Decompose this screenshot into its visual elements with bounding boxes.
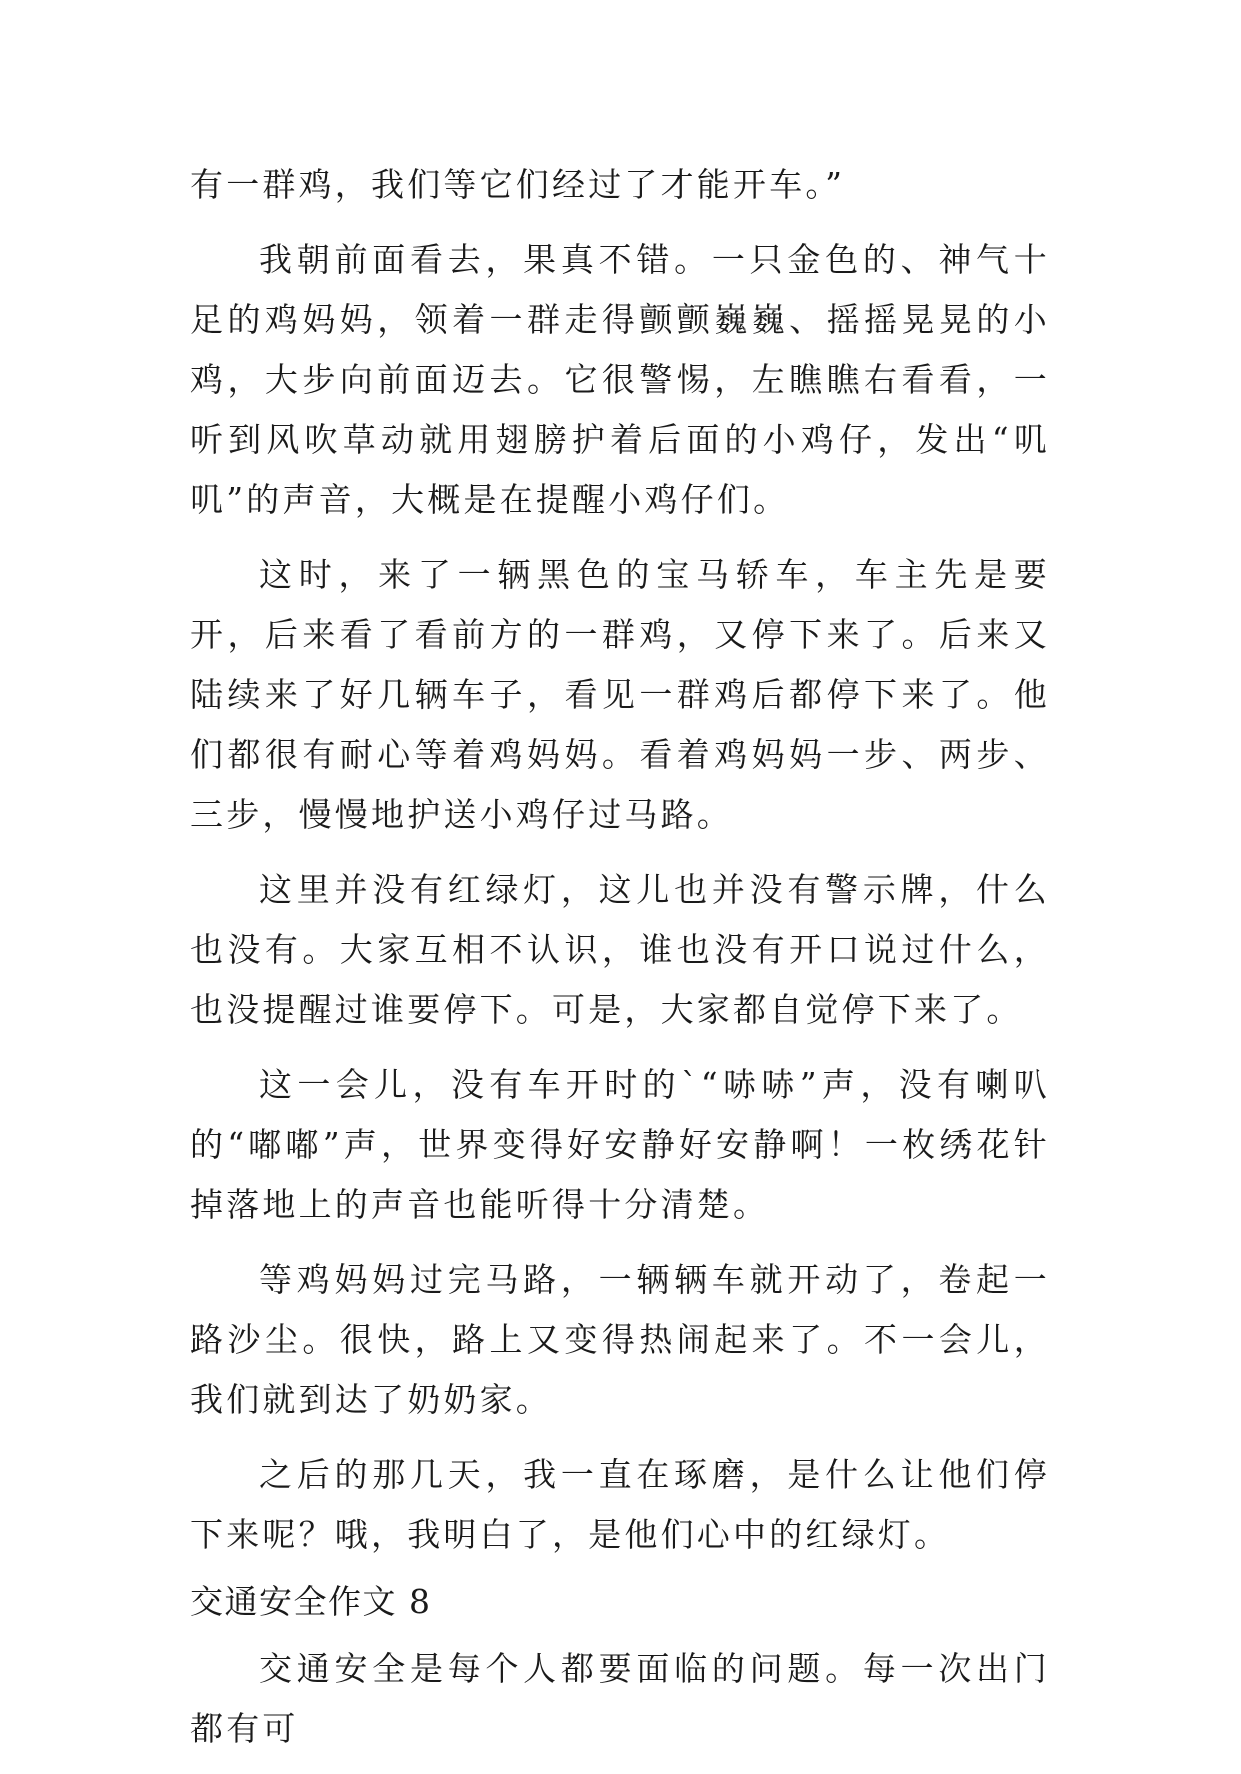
paragraph-conclusion: 之后的那几天，我一直在琢磨，是什么让他们停下来呢？哦，我明白了，是他们心中的红绿灯。 <box>190 1455 1050 1554</box>
paragraph-quiet-moment: 这一会儿，没有车开时的`“哧哧”声，没有喇叭的“嘟嘟”声，世界变得好安静好安静啊！一枚绣花针掉落地上的声音也能听得十分清楚。 <box>190 1065 1050 1224</box>
paragraph-hen-description: 我朝前面看去，果真不错。一只金色的、神气十足的鸡妈妈，领着一群走得颤颤巍巍、摇摇晃晃的小鸡，大步向前面迈去。它很警惕，左瞧瞧右看看，一听到风吹草动就用翅膀护着后面的小鸡仔，发出“叽叽”的声音，大概是在提醒小鸡仔们。 <box>190 240 1050 519</box>
paragraph-continuation: 有一群鸡，我们等它们经过了才能开车。” <box>190 165 846 204</box>
paragraph-cars-stop: 这时，来了一辆黑色的宝马轿车，车主先是要开，后来看了看前方的一群鸡，又停下来了。后来又陆续来了好几辆车子，看见一群鸡后都停下来了。他们都很有耐心等着鸡妈妈。看着鸡妈妈一步、两步、三步，慢慢地护送小鸡仔过马路。 <box>190 555 1050 834</box>
paragraph-cars-leave: 等鸡妈妈过完马路，一辆辆车就开动了，卷起一路沙尘。很快，路上又变得热闹起来了。不一会儿，我们就到达了奶奶家。 <box>190 1260 1050 1419</box>
paragraph-no-traffic-light: 这里并没有红绿灯，这儿也并没有警示牌，什么也没有。大家互相不认识，谁也没有开口说过什么，也没提醒过谁要停下。可是，大家都自觉停下来了。 <box>190 870 1050 1029</box>
document-body <box>190 155 1050 1774</box>
section-title: 交通安全作文 8 <box>190 1582 432 1621</box>
paragraph-section-intro: 交通安全是每个人都要面临的问题。每一次出门都有可 <box>190 1649 1050 1748</box>
